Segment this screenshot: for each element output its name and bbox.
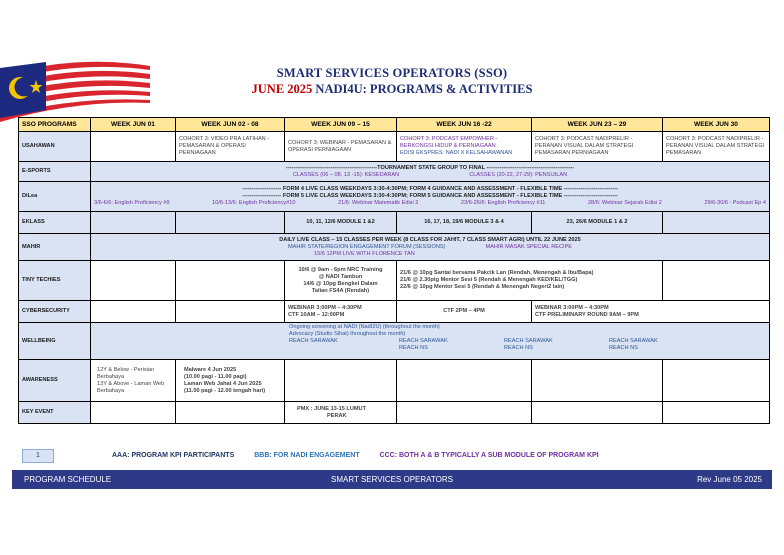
footer-left: PROGRAM SCHEDULE (24, 475, 112, 484)
row-key-event (19, 402, 770, 424)
row-label: KEY EVENT (19, 402, 91, 424)
row-esports (19, 162, 770, 182)
awareness-w1-line: 12Y & Below - Perisian Berbahaya (97, 366, 155, 380)
col-sso-programs: SSO PROGRAMS (19, 118, 91, 132)
wellbeing-reach: REACH NS (504, 345, 533, 351)
eklass-w4: 16, 17, 18, 19/6 MODULE 3 & 4 (397, 212, 532, 234)
page-title: SMART SERVICES OPERATORS (SSO) (276, 66, 508, 80)
usahawan-w4-ekspres: EDISI EKSPRES: NADI X KELSAHAWANAN (400, 150, 513, 156)
dilea-form4: --------------------- FORM 4 LIVE CLASS WEEKDAYS 3:30-4:30PM; FORM 4 GUIDANCE AND ASSESSMENT - FLEXIBLE TIME ----------------------------- (242, 186, 618, 192)
page-subtitle (0, 82, 784, 97)
eklass-w3: 10, 11, 12/6 MODULE 1 &2 (285, 212, 397, 234)
mahir-masak: MAHIR MASAK SPECIAL RECIPE (485, 243, 573, 250)
row-wellbeing (19, 323, 770, 360)
row-cybersecurity (19, 301, 770, 323)
dilea-item: 23/6-26/6: English Proficiency #11 (460, 200, 546, 206)
col-week-jun-02-08: WEEK JUN 02 - 08 (176, 118, 285, 132)
legend-bbb: BBB: FOR NADI ENGAGEMENT (254, 452, 360, 459)
row-label: WELLBEING (19, 323, 91, 360)
awareness-w2-line: (10.00 pagi - 11.00 pagi) (184, 373, 247, 380)
wellbeing-reach: REACH SARAWAK (289, 338, 338, 344)
key-event-pmx-place: PERAK (327, 412, 347, 419)
row-label: E-SPORTS (19, 162, 91, 182)
cyber-w3-ctf: CTF 10AM – 12:00PM (288, 311, 345, 318)
row-awareness (19, 360, 770, 402)
legend (112, 452, 617, 459)
tiny-w4-line: 22/6 @ 10pg Mentor Sesi 5 (Rendah & Menengah Negeri2 lain) (400, 284, 565, 290)
row-label: MAHIR (19, 234, 91, 261)
dilea-item: 28/6: Webinar Sejarah Edisi 2 (587, 200, 662, 206)
awareness-w2-line: Malware 4 Jun 2025 (184, 366, 237, 373)
wellbeing-reach: REACH NS (609, 345, 638, 351)
esports-classes-kesedaran: CLASSES (06 – 08, 13 -15): KESEDARAN (292, 171, 400, 178)
tiny-w3-line: 14/6 @ 10pg Bengkel Dalam (303, 280, 378, 287)
usahawan-w6: COHORT 3: PODCAST NADIPRELIR - PERANAN VISUAL DALAM STRATEGI PEMASARAN (663, 132, 770, 162)
row-eklass (19, 212, 770, 234)
row-dilea (19, 182, 770, 212)
key-event-pmx: PMX : JUNE 13-15 LUMUT (297, 405, 367, 412)
row-usahawan (19, 132, 770, 162)
esports-tournament: -------------------------------------------------TOURNAMENT STATE GROUP TO FINAL ----------------------------------------------- (285, 164, 575, 171)
legend-aaa: AAA: PROGRAM KPI PARTICIPANTS (112, 452, 235, 459)
dilea-item: 29/6-30/6 : Podcast Ep 4 (704, 200, 766, 206)
wellbeing-reach: REACH SARAWAK (504, 338, 553, 344)
usahawan-w2: COHORT 3: VIDEO PRA LATIHAN - PEMASARAN & OPERASI PERNIAGAAN (176, 132, 285, 162)
mahir-live-florence: 15/6 12PM LIVE WITH FLORENCE TAN (314, 250, 415, 257)
cyber-w4-ctf: CTF 2PM – 4PM (397, 301, 532, 323)
awareness-w1-line: 13Y & Above - Laman Web Berbahaya (97, 380, 165, 394)
col-week-jun-09-15: WEEK JUN 09 – 15 (285, 118, 397, 132)
col-week-jun-16-22: WEEK JUN 16 -22 (397, 118, 532, 132)
tiny-w3-line: Talian FS4A (Rendah) (311, 287, 370, 294)
tiny-w4-line: 21/6 @ 2.30ptg Mentor Sesi 5 (Rendah & Menengah KED/KEL/TGG) (400, 277, 578, 283)
usahawan-w3: COHORT 3: WEBINAR - PEMASARAN & OPERASI PERNIAGAAN (285, 132, 397, 162)
row-label: DiLea (19, 182, 91, 212)
dilea-item: 21/6: Webinar Matematik Edisi 2 (337, 200, 419, 206)
mahir-forum: MAHIR STATE/REGION ENGAGEMENT FORUM (SESSIONS) (287, 243, 446, 250)
awareness-w2-line: Laman Web Jahat 4 Jun 2025 (184, 380, 262, 387)
wellbeing-reach: REACH SARAWAK (399, 338, 448, 344)
row-label: TINY TECHIES (19, 261, 91, 301)
wellbeing-screening: Ongoing screening at NADI (NadI2U) (throughout the month) (289, 324, 440, 330)
wellbeing-reach: REACH NS (399, 345, 428, 351)
tiny-w4-line: 21/6 @ 10pg Santai bersama Pakcik Lan (Rendah, Menengah & Ibu/Bapa) (400, 270, 594, 276)
usahawan-w4-podcast: COHORT 3: PODCAST EMPOWHER - BERKONGSI HIDUP & PERNIAGAAN (400, 136, 498, 149)
footer-bar (12, 470, 772, 489)
header-row (19, 118, 770, 132)
dilea-item: 3/6-6/6: English Proficiency #9 (94, 200, 170, 206)
awareness-w2-line: (11.00 pagi - 12.00 tengah hari) (184, 387, 266, 394)
esports-classes-pensijilan: CLASSES (20-22, 27-29): PENSIJILAN (469, 171, 568, 178)
col-week-jun-30: WEEK JUN 30 (663, 118, 770, 132)
title-rest: NADI4U: PROGRAMS & ACTIVITIES (315, 82, 533, 96)
cyber-w5-webinar: WEBINAR 3:00PM – 4:30PM (535, 304, 609, 311)
row-label: EKLASS (19, 212, 91, 234)
dilea-item: 10/6-13/6: English Proficiency#10 (212, 200, 296, 206)
wellbeing-advocacy: Advocacy (Studio Sihat) throughout the month) (289, 331, 406, 337)
usahawan-w5: COHORT 3: PODCAST NADIPRELIR - PERANAN VISUAL DALAM STRATEGI PEMASARAN PERNIAGAAN (532, 132, 663, 162)
eklass-w5: 23, 26/6 MODULE 1 & 2 (532, 212, 663, 234)
col-week-jun-01: WEEK JUN 01 (91, 118, 176, 132)
cyber-w3-webinar: WEBINAR 3:00PM – 4:30PM (288, 304, 362, 311)
tiny-w3-line: @ NADI Tambun (318, 273, 363, 280)
legend-ccc: CCC: BOTH A & B TYPICALLY A SUB MODULE OF PROGRAM KPI (379, 452, 599, 459)
row-tiny-techies (19, 261, 770, 301)
page-number: 1 (22, 449, 54, 463)
row-label: CYBERSECURITY (19, 301, 91, 323)
row-label: USAHAWAN (19, 132, 91, 162)
col-week-jun-23-29: WEEK JUN 23 – 29 (532, 118, 663, 132)
mahir-daily-class: DAILY LIVE CLASS – 15 CLASSES PER WEEK (8 CLASS FOR JAHIT, 7 CLASS SMART AGRI) UNTIL 22 JUNE 2025 (279, 236, 581, 243)
cyber-w5-ctf: CTF PRELIMINARY ROUND 9AM – 9PM (535, 311, 639, 318)
program-schedule-table (18, 117, 770, 424)
footer-center: SMART SERVICES OPERATORS (331, 475, 453, 484)
tiny-w3-line: 10/6 @ 9am - 6pm NRC Training (298, 266, 383, 273)
title-month: JUNE 2025 (251, 82, 313, 96)
dilea-form5: --------------------- FORM 5 LIVE CLASS WEEKDAYS 3:30-4:30PM; FORM 5 GUIDANCE AND ASSESSMENT - FLEXIBLE TIME ----------------------------- (242, 193, 618, 199)
row-label: AWARENESS (19, 360, 91, 402)
footer-right: Rev June 05 2025 (697, 475, 762, 484)
row-mahir (19, 234, 770, 261)
wellbeing-reach: REACH SARAWAK (609, 338, 658, 344)
